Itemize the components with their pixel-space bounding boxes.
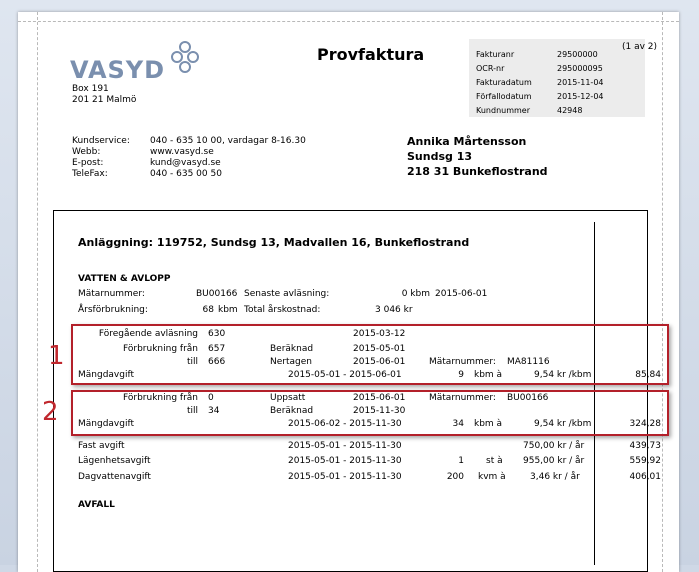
consumption-from-date: 2015-05-01 (353, 344, 406, 354)
total-value: 3 046 kr (375, 305, 413, 315)
consumption-till-date: 2015-06-01 (353, 357, 406, 367)
avfall-heading: AVFALL (78, 500, 115, 510)
consumption-from-value: 0 (208, 393, 214, 403)
stormwater-fee-price: 3,46 kr / år (530, 472, 580, 482)
address-line-1: Box 191 (72, 84, 109, 94)
contact-value: 040 - 635 10 00, vardagar 8-16.30 (150, 136, 306, 146)
consumption-from-value: 657 (208, 344, 226, 354)
consumption-till-type: Beräknad (270, 406, 314, 416)
stormwater-fee-unit: kvm à (478, 472, 506, 482)
annual-unit: kbm (218, 305, 238, 315)
consumption-till-value: 34 (208, 406, 220, 416)
fee-amount: 85,84 (635, 370, 661, 380)
consumption-till-type: Nertagen (270, 357, 312, 367)
facility-heading: Anläggning: 119752, Sundsg 13, Madvallen 16, Bunkeflostrand (78, 236, 470, 249)
apartment-fee-label: Lägenhetsavgift (78, 456, 151, 466)
apartment-fee-unit: st à (486, 456, 503, 466)
page-title: Provfaktura (317, 45, 425, 64)
meter-value: BU00166 (196, 289, 238, 299)
stormwater-fee-amount: 406,01 (629, 472, 661, 482)
prev-reading-label: Föregående avläsning (98, 329, 198, 339)
consumption-till-date: 2015-11-30 (353, 406, 406, 416)
block2-meter-label: Mätarnummer: (429, 393, 496, 403)
last-reading-label: Senaste avläsning: (244, 289, 330, 299)
consumption-from-label: Förbrukning från (123, 393, 198, 403)
info-value: 2015-11-04 (557, 78, 604, 87)
customer-street: Sundsg 13 (407, 150, 473, 163)
contact-label: Webb: (72, 147, 101, 157)
margin-guide-top (18, 21, 679, 22)
fee-period: 2015-06-02 - 2015-11-30 (288, 419, 402, 429)
margin-guide-left (37, 12, 38, 572)
consumption-till-label: till (186, 406, 198, 416)
stormwater-fee-qty: 200 (446, 472, 464, 482)
contact-label: Kundservice: (72, 136, 130, 146)
margin-guide-right (662, 12, 663, 572)
fee-qty: 34 (452, 419, 464, 429)
apartment-fee-amount: 559,92 (629, 456, 661, 466)
info-value: 2015-12-04 (557, 92, 604, 101)
fee-label: Mängdavgift (78, 419, 135, 429)
fee-unit: kbm à (474, 370, 503, 380)
contact-label: E-post: (72, 158, 104, 168)
annual-value: 68 (202, 305, 214, 315)
consumption-from-date: 2015-06-01 (353, 393, 406, 403)
last-reading-value: 0 kbm (401, 289, 430, 299)
consumption-from-type: Beräknad (270, 344, 314, 354)
contact-label: TeleFax: (72, 169, 108, 179)
consumption-till-label: till (186, 357, 198, 367)
fixed-fee-amount: 439,73 (629, 441, 661, 451)
fixed-fee-period: 2015-05-01 - 2015-11-30 (288, 441, 402, 451)
block1-meter-label: Mätarnummer: (429, 357, 496, 367)
marker-1: 1 (48, 341, 65, 371)
meter-label: Mätarnummer: (78, 289, 145, 299)
block1-meter-value: MA81116 (507, 357, 550, 367)
address-line-2: 201 21 Malmö (72, 95, 137, 105)
consumption-from-type: Uppsatt (270, 393, 306, 403)
stormwater-fee-period: 2015-05-01 - 2015-11-30 (288, 472, 402, 482)
last-reading-date: 2015-06-01 (435, 289, 488, 299)
apartment-fee-price: 955,00 kr / år (523, 456, 585, 466)
info-label: OCR-nr (476, 64, 505, 73)
fee-label: Mängdavgift (78, 370, 135, 380)
customer-city: 218 31 Bunkeflostrand (407, 165, 548, 178)
customer-name: Annika Mårtensson (407, 135, 527, 148)
fee-qty: 9 (458, 370, 464, 380)
invoice-info-box (469, 39, 645, 117)
prev-reading-date: 2015-03-12 (353, 329, 406, 339)
fee-amount: 324,28 (629, 419, 661, 429)
consumption-from-label: Förbrukning från (123, 344, 198, 354)
info-label: Kundnummer (476, 106, 531, 115)
info-label: Förfallodatum (476, 92, 532, 101)
marker-2: 2 (42, 397, 59, 427)
info-value: 295000095 (557, 64, 603, 73)
vasyd-logo-text: VASYD (70, 56, 166, 84)
info-value: 29500000 (557, 50, 598, 59)
annual-label: Årsförbrukning: (78, 305, 148, 315)
prev-reading-value: 630 (208, 329, 226, 339)
block2-meter-value: BU00166 (507, 393, 549, 403)
contact-value: kund@vasyd.se (150, 158, 221, 168)
fixed-fee-price: 750,00 kr / år (523, 441, 585, 451)
info-label: Fakturadatum (476, 78, 532, 87)
info-value: 42948 (557, 106, 583, 115)
fee-price: 9,54 kr /kbm (534, 419, 592, 429)
contact-value: 040 - 635 00 50 (150, 169, 222, 179)
contact-value: www.vasyd.se (150, 147, 214, 157)
page-indicator: (1 av 2) (622, 42, 658, 52)
section-heading: VATTEN & AVLOPP (78, 274, 171, 284)
fee-period: 2015-05-01 - 2015-06-01 (288, 370, 402, 380)
fee-price: 9,54 kr /kbm (534, 370, 592, 380)
fixed-fee-label: Fast avgift (78, 441, 125, 451)
info-label: Fakturanr (476, 50, 515, 59)
apartment-fee-qty: 1 (458, 456, 464, 466)
fee-unit: kbm à (474, 419, 503, 429)
stormwater-fee-label: Dagvattenavgift (78, 472, 151, 482)
consumption-till-value: 666 (208, 357, 226, 367)
apartment-fee-period: 2015-05-01 - 2015-11-30 (288, 456, 402, 466)
vasyd-logo-icon (168, 40, 202, 74)
total-label: Total årskostnad: (244, 305, 321, 315)
